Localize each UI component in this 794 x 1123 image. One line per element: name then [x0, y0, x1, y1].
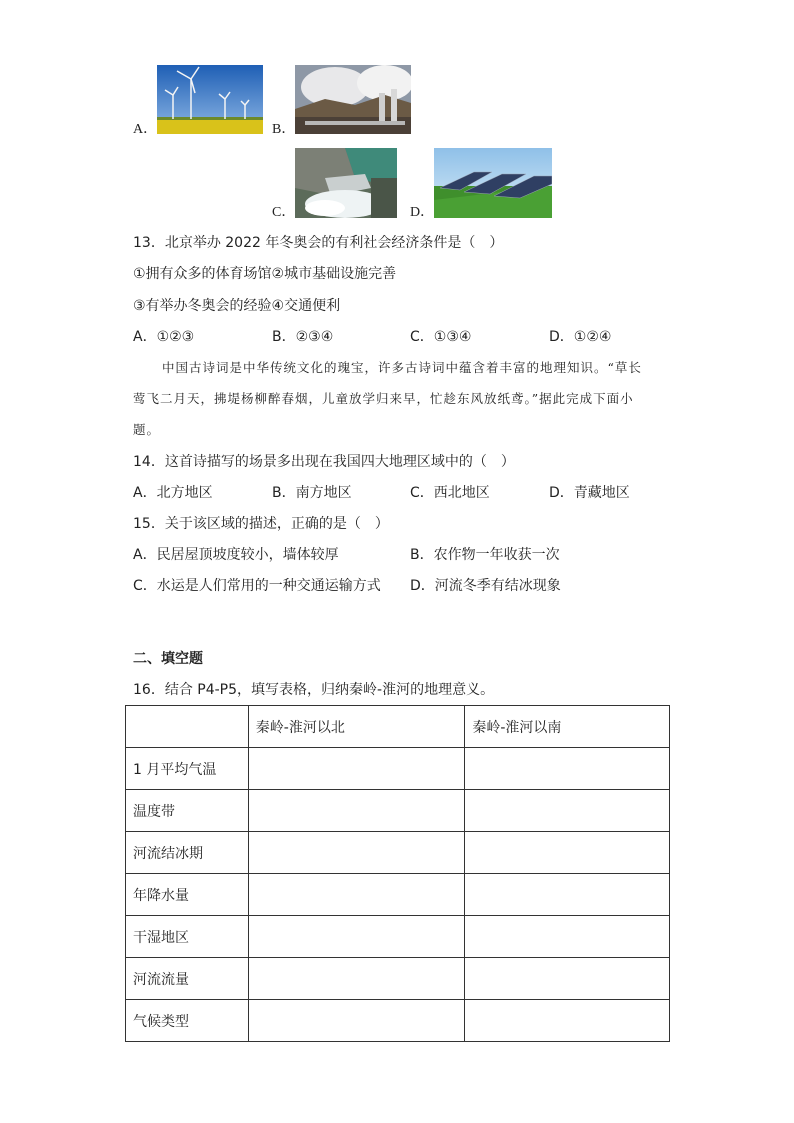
q16-stem: 16．结合 P4-P5，填写表格，归纳秦岭-淮河的地理意义。 — [133, 682, 495, 698]
row-label: 温度带 — [126, 790, 249, 832]
option-d-label: D． — [410, 205, 435, 220]
q15-option-d: D．河流冬季有结冰现象 — [410, 578, 561, 594]
table-row — [126, 874, 670, 916]
table-row — [126, 790, 670, 832]
answer-cell-north[interactable] — [248, 916, 465, 958]
q15-option-b: B．农作物一年收获一次 — [410, 547, 560, 563]
q14-stem: 14．这首诗描写的场景多出现在我国四大地理区域中的（ ） — [133, 454, 515, 470]
table-header-cell: 秦岭-淮河以南 — [465, 706, 670, 748]
answer-cell-south[interactable] — [465, 748, 670, 790]
poem-line1: 中国古诗词是中华传统文化的瑰宝，许多古诗词中蕴含着丰富的地理知识。“草长 — [162, 360, 642, 375]
table-header-cell: 秦岭-淮河以北 — [248, 706, 465, 748]
row-label: 干湿地区 — [126, 916, 249, 958]
q14-option-c: C．西北地区 — [410, 485, 490, 501]
q15-option-c: C．水运是人们常用的一种交通运输方式 — [133, 578, 381, 594]
row-label: 1 月平均气温 — [126, 748, 249, 790]
option-b-label: B． — [272, 122, 296, 137]
q15-stem: 15．关于该区域的描述，正确的是（ ） — [133, 516, 389, 532]
table-header-row — [126, 706, 670, 748]
table-row — [126, 1000, 670, 1042]
q13-option-c: C．①③④ — [410, 329, 472, 345]
answer-cell-south[interactable] — [465, 790, 670, 832]
q13-option-b: B．②③④ — [272, 329, 334, 345]
wind-turbines-image — [157, 65, 263, 134]
poem-line3: 题。 — [133, 422, 161, 437]
answer-cell-south[interactable] — [465, 874, 670, 916]
row-label: 年降水量 — [126, 874, 249, 916]
answer-cell-north[interactable] — [248, 790, 465, 832]
table-row — [126, 748, 670, 790]
q13-stem: 13．北京举办 2022 年冬奥会的有利社会经济条件是（ ） — [133, 235, 504, 251]
q13-statement-line2: ③有举办冬奥会的经验④交通便利 — [133, 298, 341, 314]
table-row — [126, 832, 670, 874]
hydropower-dam-image — [295, 148, 397, 218]
option-c-label: C． — [272, 205, 296, 220]
q14-option-d: D．青藏地区 — [549, 485, 630, 501]
table-header-cell — [126, 706, 249, 748]
q13-option-a: A．①②③ — [133, 329, 195, 345]
option-a-label: A． — [133, 122, 158, 137]
answer-cell-north[interactable] — [248, 748, 465, 790]
q14-option-b: B．南方地区 — [272, 485, 352, 501]
table-row — [126, 958, 670, 1000]
q13-option-d: D．①②④ — [549, 329, 612, 345]
row-label: 河流流量 — [126, 958, 249, 1000]
answer-cell-north[interactable] — [248, 874, 465, 916]
poem-line2: 莺飞二月天，拂堤杨柳醉春烟，儿童放学归来早，忙趁东风放纸鸢。”据此完成下面小 — [133, 391, 634, 406]
answer-cell-south[interactable] — [465, 832, 670, 874]
table-row — [126, 916, 670, 958]
answer-cell-north[interactable] — [248, 832, 465, 874]
answer-cell-south[interactable] — [465, 1000, 670, 1042]
q15-option-a: A．民居屋顶坡度较小，墙体较厚 — [133, 547, 339, 563]
answer-cell-north[interactable] — [248, 958, 465, 1000]
answer-cell-north[interactable] — [248, 1000, 465, 1042]
row-label: 气候类型 — [126, 1000, 249, 1042]
fill-in-table — [125, 705, 670, 1042]
section-title: 二、填空题 — [133, 651, 203, 667]
row-label: 河流结冰期 — [126, 832, 249, 874]
power-plant-steam-image — [295, 65, 411, 134]
answer-cell-south[interactable] — [465, 916, 670, 958]
answer-cell-south[interactable] — [465, 958, 670, 1000]
q14-option-a: A．北方地区 — [133, 485, 213, 501]
q13-statement-line1: ①拥有众多的体育场馆②城市基础设施完善 — [133, 266, 397, 282]
solar-panels-image — [434, 148, 552, 218]
